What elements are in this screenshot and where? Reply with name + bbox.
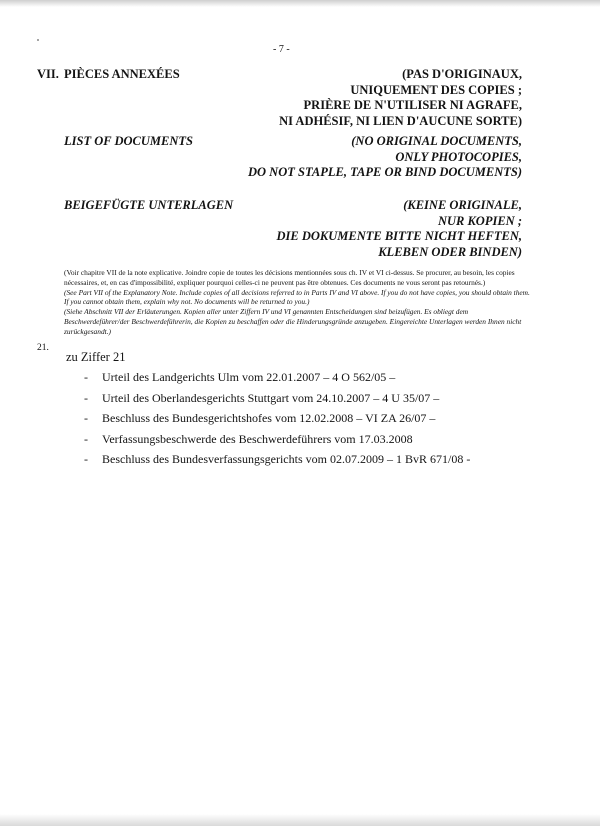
section-number: VII.	[37, 67, 59, 81]
section-title: PIÈCES ANNEXÉES	[64, 67, 180, 81]
note-french: (Voir chapitre VII de la note explicative. Joindre copie de toutes les décisions mentionnées sous ch. IV et VI ci-dessus. Se procurer, au besoin, les copies nécessaires, et, en cas d'impossibilité, expliquer pourquoi celles-ci ne peuvent pas être obtenues. Ces documents ne vous seront pas retournés.)	[64, 268, 515, 287]
list-bullet: -	[84, 431, 88, 446]
list-item-text: Beschluss des Bundesverfassungsgerichts vom 02.07.2009 – 1 BvR 671/08 -	[102, 452, 471, 466]
german-title: BEIGEFÜGTE UNTERLAGEN	[64, 198, 234, 212]
german-instructions	[276, 198, 522, 260]
english-instructions	[248, 134, 522, 181]
note-english: (See Part VII of the Explanatory Note. Include copies of all decisions referred to in Parts IV and VI above. If you do not have copies, you should obtain them. If you cannot obtain them, explain why not. No documents will be returned to you.)	[64, 287, 530, 307]
scan-bottom-edge	[0, 814, 600, 826]
list-item-text: Beschluss des Bundesgerichtshofes vom 12.02.2008 – VI ZA 26/07 –	[102, 411, 436, 425]
scan-top-edge	[0, 0, 600, 7]
explanatory-notes	[64, 268, 534, 337]
english-instruction-line: ONLY PHOTOCOPIES,	[395, 149, 522, 164]
list-bullet: -	[84, 370, 88, 384]
entry-heading: zu Ziffer 21	[66, 350, 126, 364]
list-bullet: -	[84, 452, 88, 466]
german-instruction-line: DIE DOKUMENTE BITTE NICHT HEFTEN,	[276, 229, 522, 243]
list-bullet: -	[84, 411, 88, 425]
english-instruction-line: (NO ORIGINAL DOCUMENTS,	[351, 134, 522, 148]
list-item-text: Urteil des Landgerichts Ulm vom 22.01.2007 – 4 O 562/05 –	[102, 370, 396, 384]
german-instruction-line: (KEINE ORIGINALE,	[403, 198, 522, 212]
french-instructions	[279, 67, 522, 129]
german-instruction-line: KLEBEN ODER BINDEN)	[378, 244, 522, 259]
french-instruction-line: (PAS D'ORIGINAUX,	[402, 67, 522, 81]
german-instruction-line: NUR KOPIEN ;	[437, 213, 522, 228]
french-instruction-line: UNIQUEMENT DES COPIES ;	[350, 82, 522, 97]
french-instruction-line: NI ADHÉSIF, NI LIEN D'AUCUNE SORTE)	[279, 113, 522, 128]
french-instruction-line: PRIÈRE DE N'UTILISER NI AGRAFE,	[303, 98, 522, 112]
list-item-text: Verfassungsbeschwerde des Beschwerdeführers vom 17.03.2008	[102, 431, 413, 446]
list-item-text: Urteil des Oberlandesgerichts Stuttgart vom 24.10.2007 – 4 U 35/07 –	[102, 390, 440, 405]
note-german: (Siehe Abschnitt VII der Erläuterungen. Kopien aller unter Ziffern IV und VI genannten Entscheidungen sind beizufügen. Es obliegt dem Beschwerdeführer/der Beschwerdeführerin, die Kopien zu beschaffen oder die Hinderungsgründe anzugeben. Eingereichte Unterlagen werden Ihnen nicht zurückgesandt.)	[64, 307, 522, 336]
scan-speck	[37, 39, 39, 41]
page-number: - 7 -	[273, 44, 290, 55]
english-instruction-line: DO NOT STAPLE, TAPE OR BIND DOCUMENTS)	[248, 165, 522, 179]
english-title: LIST OF DOCUMENTS	[64, 134, 193, 148]
entry-number: 21.	[37, 343, 49, 353]
list-bullet: -	[84, 390, 88, 405]
